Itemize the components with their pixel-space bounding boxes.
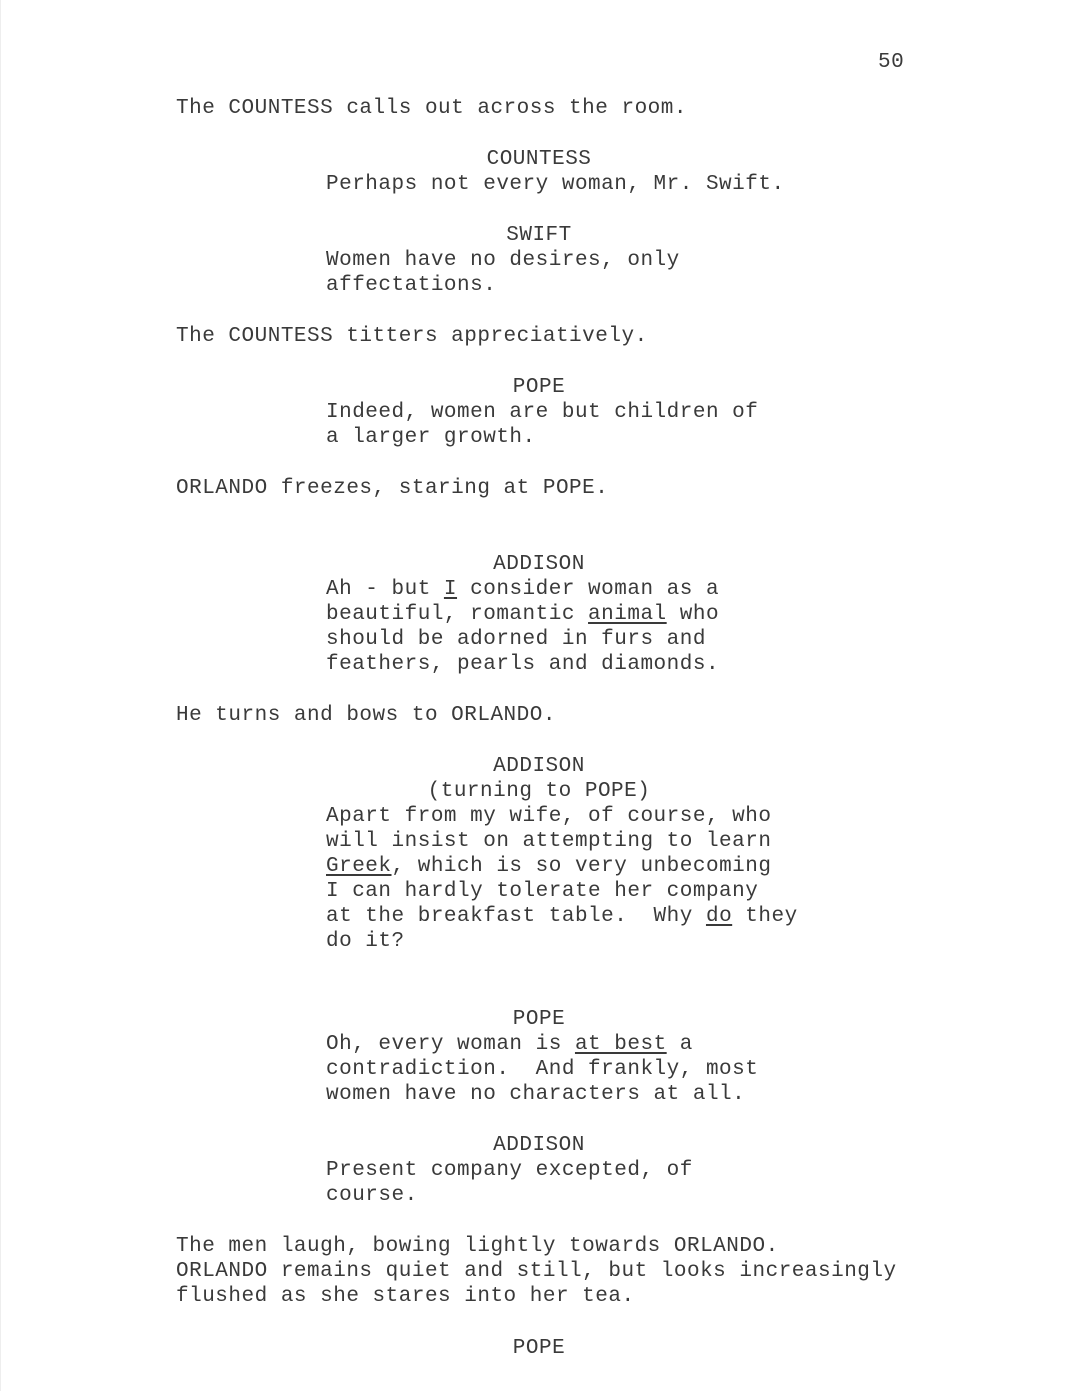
character-name: SWIFT	[506, 224, 572, 247]
dialogue-line: Women have no desires, only	[326, 249, 680, 272]
action-line: He turns and bows to ORLANDO.	[176, 704, 556, 727]
dialogue-line: a larger growth.	[326, 426, 536, 449]
dialogue-line: women have no characters at all.	[326, 1083, 746, 1106]
dialogue-line: Perhaps not every woman, Mr. Swift.	[326, 173, 785, 196]
character-name: POPE	[512, 1008, 566, 1031]
dialogue-line: Indeed, women are but children of	[326, 401, 759, 424]
dialogue-text: at the breakfast table. Why	[326, 905, 706, 928]
dialogue-line: course.	[326, 1184, 418, 1207]
dialogue-line: Present company excepted, of	[326, 1159, 693, 1182]
dialogue-line: contradiction. And frankly, most	[326, 1058, 759, 1081]
emphasis-text: animal	[588, 603, 667, 626]
emphasis-text: I	[443, 578, 458, 601]
action-line: ORLANDO freezes, staring at POPE.	[176, 477, 609, 500]
character-name: ADDISON	[493, 755, 585, 778]
parenthetical: (turning to POPE)	[427, 780, 651, 803]
character-name: ADDISON	[493, 553, 585, 576]
action-line: ORLANDO remains quiet and still, but looks increasingly	[176, 1260, 897, 1283]
dialogue-line: I can hardly tolerate her company	[326, 880, 759, 903]
dialogue-line: do it?	[326, 930, 405, 953]
dialogue-text: Ah - but	[326, 578, 444, 601]
dialogue-line: will insist on attempting to learn	[326, 830, 772, 853]
character-name: ADDISON	[493, 1134, 585, 1157]
dialogue-text: , which is so very unbecoming	[391, 855, 772, 878]
character-name: POPE	[512, 376, 566, 399]
dialogue-line	[326, 904, 798, 929]
dialogue-text: Oh, every woman is	[326, 1033, 575, 1056]
character-name: COUNTESS	[486, 148, 592, 171]
action-line: flushed as she stares into her tea.	[176, 1285, 635, 1308]
dialogue-line	[326, 577, 719, 602]
dialogue-line: affectations.	[326, 274, 497, 297]
dialogue-line	[326, 1032, 693, 1057]
dialogue-line: feathers, pearls and diamonds.	[326, 653, 720, 676]
dialogue-text: consider woman as a	[457, 578, 720, 601]
dialogue-text: they	[732, 905, 798, 928]
dialogue-line	[326, 854, 771, 879]
dialogue-line: should be adorned in furs and	[326, 628, 706, 651]
character-name: POPE	[512, 1337, 566, 1360]
action-line: The COUNTESS titters appreciatively.	[176, 325, 648, 348]
dialogue-text: who	[666, 603, 720, 626]
emphasis-text: at best	[574, 1033, 667, 1056]
page-number: 50	[878, 51, 905, 74]
action-line: The men laugh, bowing lightly towards ORLANDO.	[176, 1235, 779, 1258]
dialogue-text: a	[666, 1033, 693, 1056]
emphasis-text: Greek	[326, 855, 392, 878]
dialogue-text: beautiful, romantic	[326, 603, 589, 626]
action-line: The COUNTESS calls out across the room.	[176, 97, 687, 120]
dialogue-line: Apart from my wife, of course, who	[326, 805, 772, 828]
emphasis-text: do	[705, 905, 733, 928]
dialogue-line	[326, 602, 719, 627]
